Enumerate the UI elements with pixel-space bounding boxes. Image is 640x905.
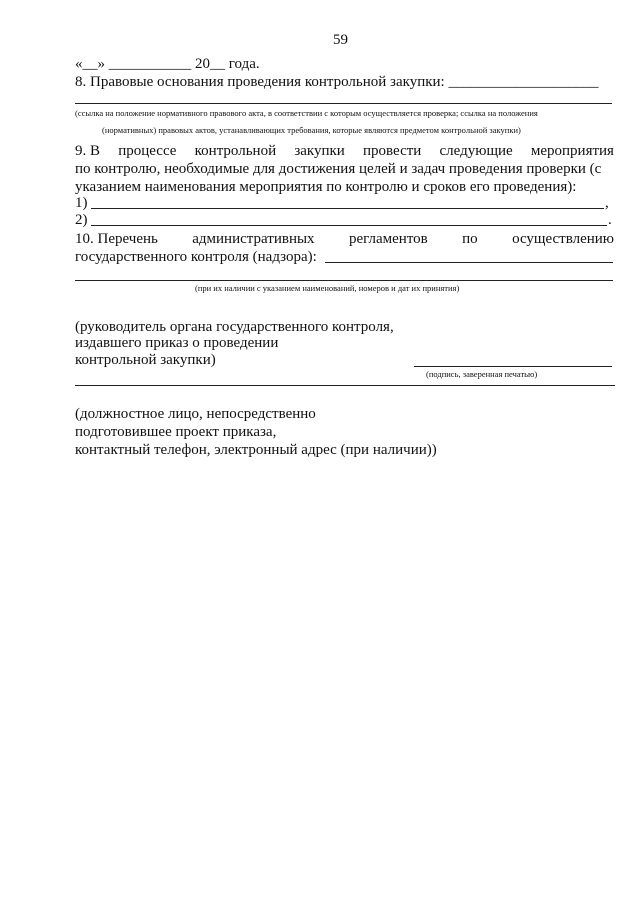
date-month-blank: ___________ — [108, 56, 192, 72]
item9-line2: по контролю, необходимые для достижения целей и задач проведения проверки (с — [75, 161, 602, 177]
preparer-line3: контактный телефон, электронный адрес (при наличии)) — [75, 442, 437, 458]
item9-word: закупки — [294, 143, 345, 159]
date-year-word: года. — [228, 56, 260, 72]
item9-word: мероприятия — [530, 143, 614, 159]
item9-line1 — [75, 142, 614, 160]
signature-line — [414, 366, 612, 367]
item9-line3: указанием наименования мероприятия по контролю и сроков его проведения): — [75, 179, 577, 195]
item9-entry1-line — [91, 208, 604, 209]
item9-entry2-line — [91, 225, 607, 226]
item10-underline — [75, 280, 613, 281]
item9-word: контрольной — [194, 143, 277, 159]
signature-line2: издавшего приказ о проведении — [75, 335, 279, 351]
item10-line2: государственного контроля (надзора): — [75, 249, 317, 265]
item8-underline — [75, 103, 612, 104]
date-year-blank: 20__ — [195, 56, 225, 72]
item9-word: процессе — [118, 143, 177, 159]
item9-entry2-label: 2) — [75, 212, 88, 228]
page-number: 59 — [333, 32, 348, 48]
signature-line1: (руководитель органа государственного контроля, — [75, 319, 394, 335]
preparer-line1: (должностное лицо, непосредственно — [75, 406, 316, 422]
item10-word: административных — [192, 231, 315, 247]
item10-word: регламентов — [348, 231, 428, 247]
item8-note-line2: (нормативных) правовых актов, устанавливающих требования, которые являются предметом контрольной закупки) — [102, 125, 521, 135]
item10-line2-underline — [325, 262, 613, 263]
item10-line1 — [75, 230, 614, 248]
item9-entry2-end: . — [608, 212, 612, 228]
item8-note-line1: (ссылка на положение нормативного правового акта, в соответствии с которым осуществляется проверка; ссылка на положения — [75, 108, 538, 118]
item9-word: следующие — [439, 143, 513, 159]
item10-note: (при их наличии с указанием наименований, номеров и дат их принятия) — [195, 283, 460, 293]
item8-text: 8. Правовые основания проведения контрольной закупки: ____________________ — [75, 74, 599, 90]
item9-entry1-label: 1) — [75, 195, 88, 211]
item9-word: 9. В — [75, 143, 101, 159]
date-day-blank: «__» — [75, 56, 105, 72]
item10-word: осуществлению — [512, 231, 614, 247]
item9-entry1-end: , — [605, 195, 609, 211]
item10-word: по — [462, 231, 478, 247]
section-divider — [75, 385, 615, 386]
date-line — [75, 55, 260, 73]
item10-word: 10. Перечень — [75, 231, 158, 247]
signature-caption: (подпись, заверенная печатью) — [426, 369, 538, 379]
item9-word: провести — [363, 143, 422, 159]
signature-line3: контрольной закупки) — [75, 352, 216, 368]
preparer-line2: подготовившее проект приказа, — [75, 424, 277, 440]
